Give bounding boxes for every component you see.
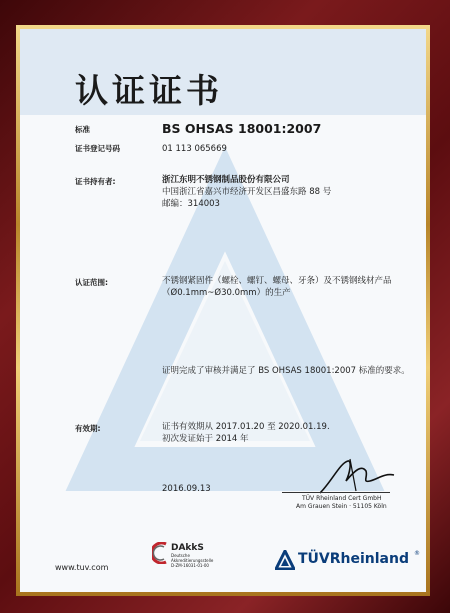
validity-line-1: 证书有效期从 2017.01.20 至 2020.01.19.: [162, 422, 330, 432]
issue-date: 2016.09.13: [162, 484, 211, 494]
signature: [310, 451, 400, 501]
registration-value: 01 113 065669: [162, 144, 227, 154]
signature-line: [282, 492, 390, 493]
validity-label: 有效期:: [75, 424, 101, 433]
dakks-code: D-ZM-16031-01-00: [171, 563, 209, 568]
dakks-name: DAkkS: [171, 543, 204, 553]
dakks-emblem-icon: [152, 542, 170, 564]
tuv-brand-name: TÜVRheinland: [298, 551, 409, 567]
holder-postcode: 邮编：314003: [162, 199, 220, 209]
standard-label: 标准: [75, 125, 90, 134]
holder-company: 浙江东明不锈钢制品股份有限公司: [162, 175, 290, 185]
tuv-triangle-icon: [275, 550, 295, 570]
validity-line-2: 初次发证始于 2014 年: [162, 434, 249, 444]
standard-value: BS OHSAS 18001:2007: [162, 121, 322, 136]
holder-label: 证书持有者:: [75, 177, 116, 186]
website-link[interactable]: www.tuv.com: [55, 563, 109, 572]
certificate-title: 认证证书: [75, 71, 223, 110]
registration-label: 证书登记号码: [75, 144, 120, 153]
holder-address: 中国浙江省嘉兴市经济开发区昌盛东路 88 号: [162, 187, 332, 197]
dakks-sub-1: Deutsche: [171, 553, 190, 558]
scope-line-1: 不锈钢紧固件（螺栓、螺钉、螺母、牙条）及不锈钢线材产品: [162, 276, 392, 286]
dakks-sub-2: Akkreditierungsstelle: [171, 558, 214, 563]
compliance-statement: 证明完成了审核并满足了 BS OHSAS 18001:2007 标准的要求。: [162, 366, 410, 376]
scope-line-2: （Ø0.1mm~Ø30.0mm）的生产: [162, 288, 291, 298]
certificate-paper: [20, 29, 426, 592]
scope-label: 认证范围:: [75, 278, 108, 287]
issuer-name: TÜV Rheinland Cert GmbH: [302, 495, 382, 502]
issuer-address: Am Grauen Stein · 51105 Köln: [296, 503, 387, 510]
tuv-registered-mark: ®: [414, 550, 420, 557]
